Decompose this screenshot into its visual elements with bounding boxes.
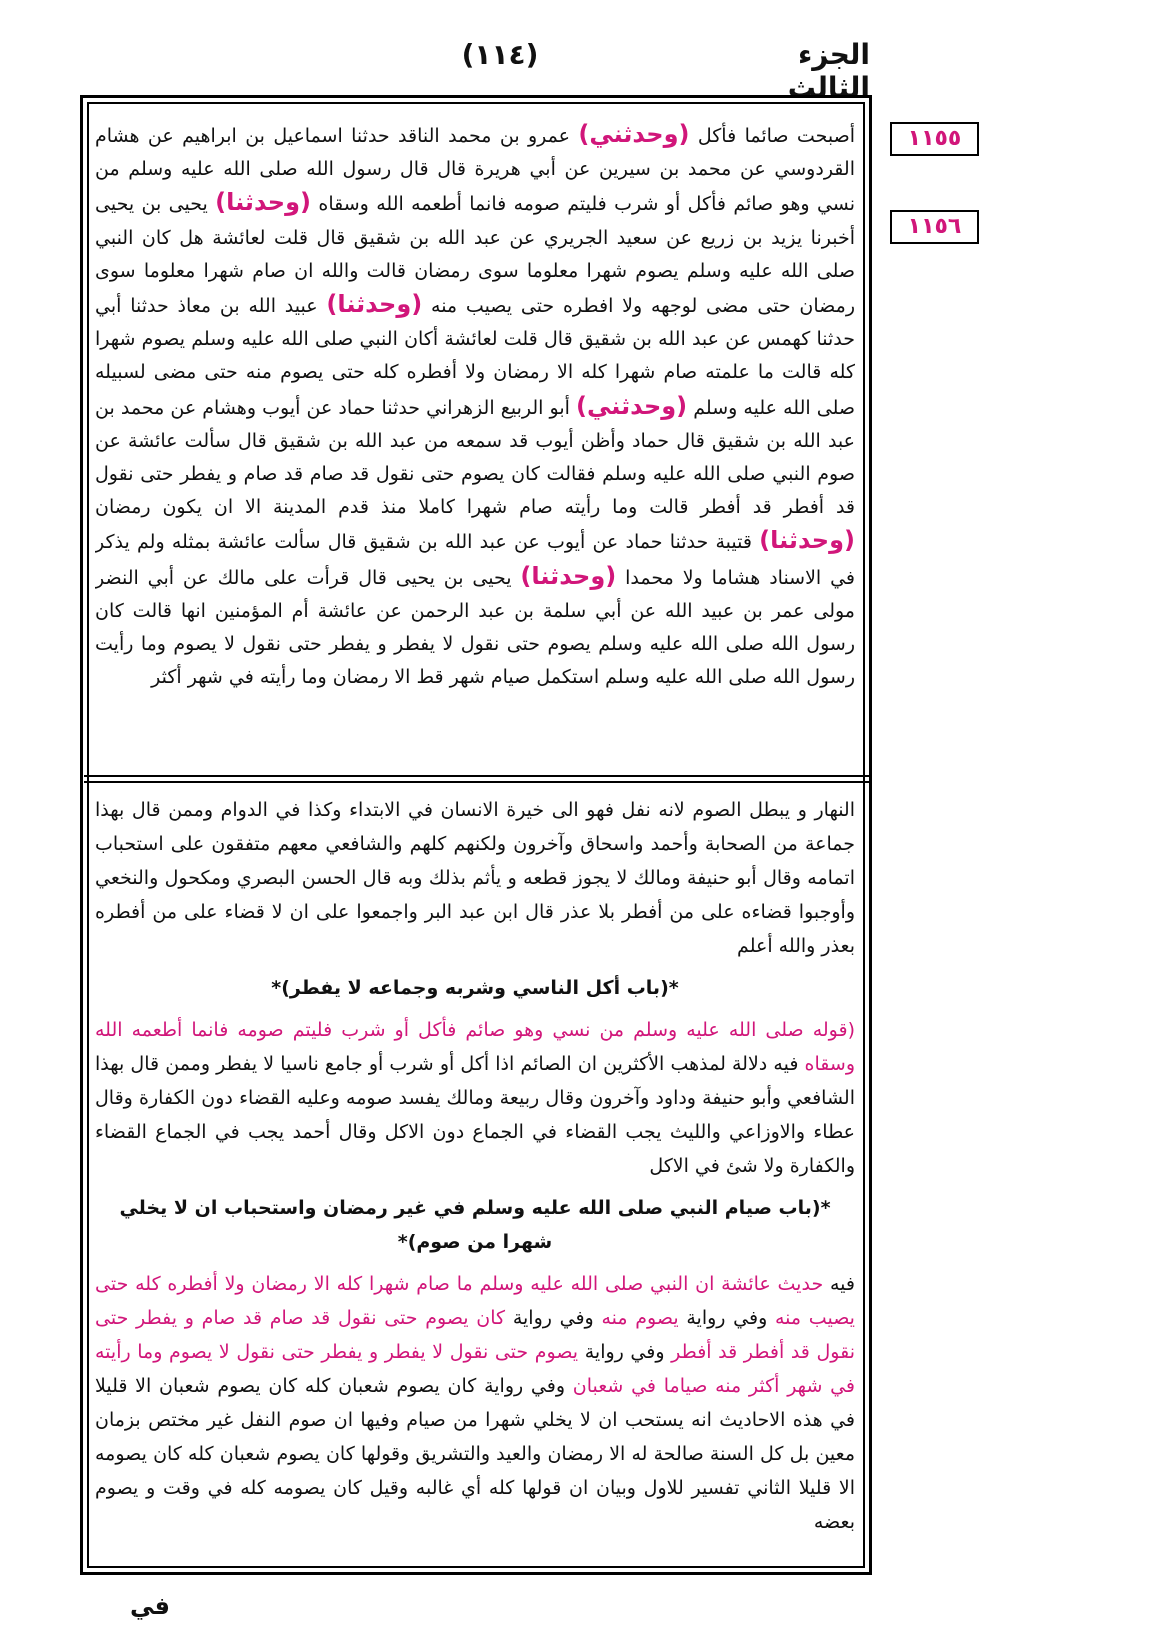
- narration-marker: (وحدثني): [576, 391, 688, 420]
- narration-marker: (وحدثني): [578, 120, 690, 148]
- commentary-block: [95, 793, 855, 1561]
- commentary-text: وفي رواية: [512, 1307, 594, 1329]
- narration-marker: (وحدثنا): [520, 561, 617, 590]
- hadith-segment: قتيبة حدثنا حماد عن أيوب عن عبد الله بن شقيق قال سألت عائشة بمثله ولم يذكر في الاسناد هشاما ولا محمدا: [95, 531, 855, 589]
- chapter-heading: *(باب أكل الناسي وشربه وجماعه لا يفطر)*: [271, 977, 679, 999]
- narration-marker: (وحدثنا): [215, 188, 311, 217]
- commentary-text: فيه دلالة لمذهب الأكثرين ان الصائم اذا أكل أو شرب أو جامع ناسيا لا يفطر وممن قال بهذا الشافعي وأبو حنيفة وداود وآخرون وقال ربيعة ومالك يفسد صومه وعليه القضاء دون الكفارة وقال عطاء والاوزاعي والليث يجب القضاء في الجماع دون الاكل وقال أحمد يجب في الجماع القضاء والكفارة ولا شئ في الاكل: [95, 1053, 855, 1177]
- section-divider: [84, 781, 869, 783]
- commentary-paragraph: [95, 1267, 855, 1539]
- hadith-number-1: ١١٥٥: [890, 122, 979, 156]
- hadith-number-2: ١١٥٦: [890, 210, 979, 244]
- hadith-segment: أبو الربيع الزهراني حدثنا حماد عن أيوب وهشام عن محمد بن عبد الله بن شقيق قال حماد وأظن أيوب قد سمعه من عبد الله بن شقيق قال سألت عائشة عن صوم النبي صلى الله عليه وسلم فقالت كان يصوم حتى نقول قد صام قد صام و يفطر حتى نقول قد أفطر قد أفطر قالت وما رأيته صام شهرا كاملا منذ قدم المدينة الا ان يكون رمضان: [95, 396, 855, 519]
- commentary-text: وفي رواية كان يصوم شعبان كله كان يصوم شعبان الا قليلا في هذه الاحاديث انه يستحب ان لا يخلي شهرا من صيام وفيها ان صوم النفل غير مختص بزمان معين بل كل السنة صالحة له الا رمضان والعيد والتشريق وقولها كان يصوم شعبان كله كان يصومه الا قليلا الثاني تفسير للاول وبيان ان قولها كله أي غالبه وقيل كان يصومه كله في وقت و يصوم بعضه: [95, 1375, 855, 1533]
- hadith-segment: عمرو بن محمد الناقد حدثنا اسماعيل بن ابراهيم عن هشام القردوسي عن محمد بن سيرين عن أبي هريرة قال قال رسول الله صلى الله عليه وسلم من نسي وهو صائم فأكل أو شرب فليتم صومه فانما أطعمه الله وسقاه: [95, 125, 855, 216]
- narration-marker: (وحدثنا): [759, 526, 855, 555]
- hadith-segment: أصبحت صائما فأكل: [697, 125, 855, 147]
- commentary-text: فيه: [829, 1273, 855, 1295]
- part-title: الجزء الثالث: [787, 38, 870, 104]
- hadith-segment: يحيى بن يحيى أخبرنا يزيد بن زريع عن سعيد الجريري عن عبد الله بن شقيق قال قلت لعائشة هل كان النبي صلى الله عليه وسلم يصوم شهرا معلوما سوى رمضان قالت والله ان صام شهرا معلوما سوى رمضان حتى مضى لوجهه ولا افطره حتى يصيب منه: [95, 193, 855, 318]
- quoted-text: يصوم حتى نقول لا يفطر و يفطر حتى نقول لا يصوم وما رأيته في شهر أكثر منه صياما في شعبان: [95, 1341, 855, 1397]
- quoted-text: كان يصوم حتى نقول قد صام قد صام و يفطر حتى نقول قد أفطر قد أفطر: [95, 1307, 855, 1363]
- hadith-segment: يحيى بن يحيى قال قرأت على مالك عن أبي النضر مولى عمر بن عبيد الله عن أبي سلمة بن عبد الرحمن عن عائشة أم المؤمنين انها قالت كان رسول الله صلى الله عليه وسلم يصوم حتى نقول لا يفطر و يفطر حتى نقول لا يصوم وما رأيت رسول الله صلى الله عليه وسلم استكمل صيام شهر قط الا رمضان وما رأيته في شهر أكثر: [95, 566, 855, 689]
- catchword: في: [130, 1592, 170, 1620]
- section-divider: [84, 775, 869, 777]
- quoted-text: حديث عائشة ان النبي صلى الله عليه وسلم ما صام شهرا كله الا رمضان ولا أفطره كله حتى يصيب منه: [95, 1273, 855, 1329]
- chapter-heading: *(باب صيام النبي صلى الله عليه وسلم في غير رمضان واستحباب ان لا يخلي شهرا من صوم)*: [119, 1197, 831, 1253]
- commentary-text: وفي رواية: [584, 1341, 665, 1363]
- narration-marker: (وحدثنا): [326, 290, 423, 319]
- quoted-text: يصوم منه: [601, 1307, 679, 1329]
- quoted-text: (قوله صلى الله عليه وسلم من نسي وهو صائم فأكل أو شرب فليتم صومه فانما أطعمه الله وسقاه: [95, 1019, 855, 1075]
- hadith-text-block: [95, 118, 855, 758]
- hadith-segment: عبيد الله بن معاذ حدثنا أبي حدثنا كهمس عن عبد الله بن شقيق قال قلت لعائشة أكان النبي صلى الله عليه وسلم يصوم شهرا كله قالت ما علمته صام شهرا كله الا رمضان ولا أفطره كله حتى يصوم منه حتى مضى لسبيله صلى الله عليه وسلم: [95, 295, 855, 419]
- commentary-paragraph: [95, 1013, 855, 1183]
- commentary-text: وفي رواية: [686, 1307, 768, 1329]
- commentary-paragraph: النهار و يبطل الصوم لانه نفل فهو الى خيرة الانسان في الابتداء وكذا في الدوام وممن قال بهذا جماعة من الصحابة وأحمد واسحاق وآخرون ولكنهم كلهم والشافعي معهم متفقون على استحباب اتمامه وقال أبو حنيفة ومالك لا يجوز قطعه و يأثم بذلك وبه قال الحسن البصري ومكحول والنخعي وأوجبوا قضاءه على من أفطر بلا عذر قال ابن عبد البر واجمعوا على ان لا قضاء على من أفطره بعذر والله أعلم: [95, 799, 855, 957]
- page-number: (١١٤): [461, 38, 539, 71]
